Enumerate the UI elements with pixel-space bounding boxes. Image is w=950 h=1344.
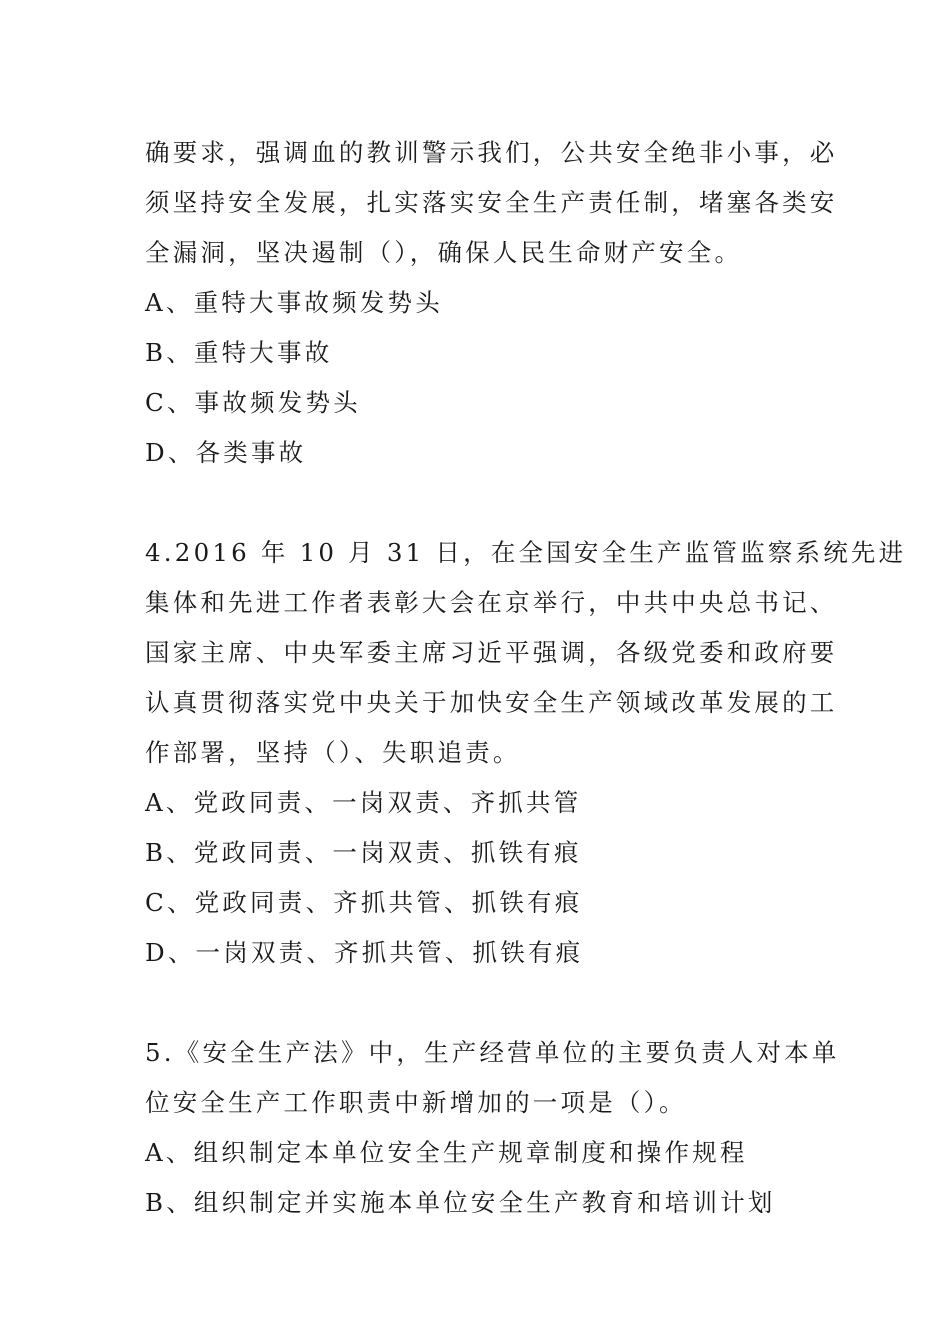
question-4: [145, 528, 907, 978]
question-4-option-b: B、党政同责、一岗双责、抓铁有痕: [145, 838, 582, 867]
question-4-option-a: A、党政同责、一岗双责、齐抓共管: [145, 788, 582, 817]
question-3: [145, 128, 838, 478]
question-3-option-b: B、重特大事故: [145, 338, 333, 367]
question-4-stem: [145, 528, 907, 778]
question-4-stem-line: 4.2016 年 10 月 31 日，在全国安全生产监管监察系统先进: [145, 538, 907, 567]
question-4-option-c: C、党政同责、齐抓共管、抓铁有痕: [145, 888, 583, 917]
question-spacer: [145, 478, 810, 528]
question-3-option-c: C、事故频发势头: [145, 388, 361, 417]
page-content: [145, 128, 907, 1228]
question-spacer: [145, 978, 810, 1028]
question-5-option-b: B、组织制定并实施本单位安全生产教育和培训计划: [145, 1188, 776, 1217]
question-4-stem-line: 认真贯彻落实党中央关于加快安全生产领域改革发展的工: [145, 688, 838, 717]
question-3-stem-line: 全漏洞，坚决遏制（），确保人民生命财产安全。: [145, 238, 743, 267]
question-4-stem-line: 国家主席、中央军委主席习近平强调，各级党委和政府要: [145, 638, 838, 667]
question-3-stem: [145, 128, 838, 278]
question-5-option-a: A、组织制定本单位安全生产规章制度和操作规程: [145, 1138, 748, 1167]
question-5-stem-line: 5.《安全生产法》中，生产经营单位的主要负责人对本单: [145, 1038, 840, 1067]
question-4-stem-line: 集体和先进工作者表彰大会在京举行，中共中央总书记、: [145, 588, 838, 617]
question-3-stem-line: 确要求，强调血的教训警示我们，公共安全绝非小事，必: [145, 138, 838, 167]
question-4-stem-line: 作部署，坚持（）、失职追责。: [145, 738, 521, 767]
question-4-option-d: D、一岗双责、齐抓共管、抓铁有痕: [145, 938, 584, 967]
question-5-stem: [145, 1028, 840, 1128]
question-3-option-d: D、各类事故: [145, 438, 307, 467]
question-3-stem-line: 须坚持安全发展，扎实落实安全生产责任制，堵塞各类安: [145, 188, 838, 217]
question-3-option-a: A、重特大事故频发势头: [145, 288, 443, 317]
question-5-stem-line: 位安全生产工作职责中新增加的一项是（）。: [145, 1088, 687, 1117]
question-5: [145, 1028, 840, 1228]
